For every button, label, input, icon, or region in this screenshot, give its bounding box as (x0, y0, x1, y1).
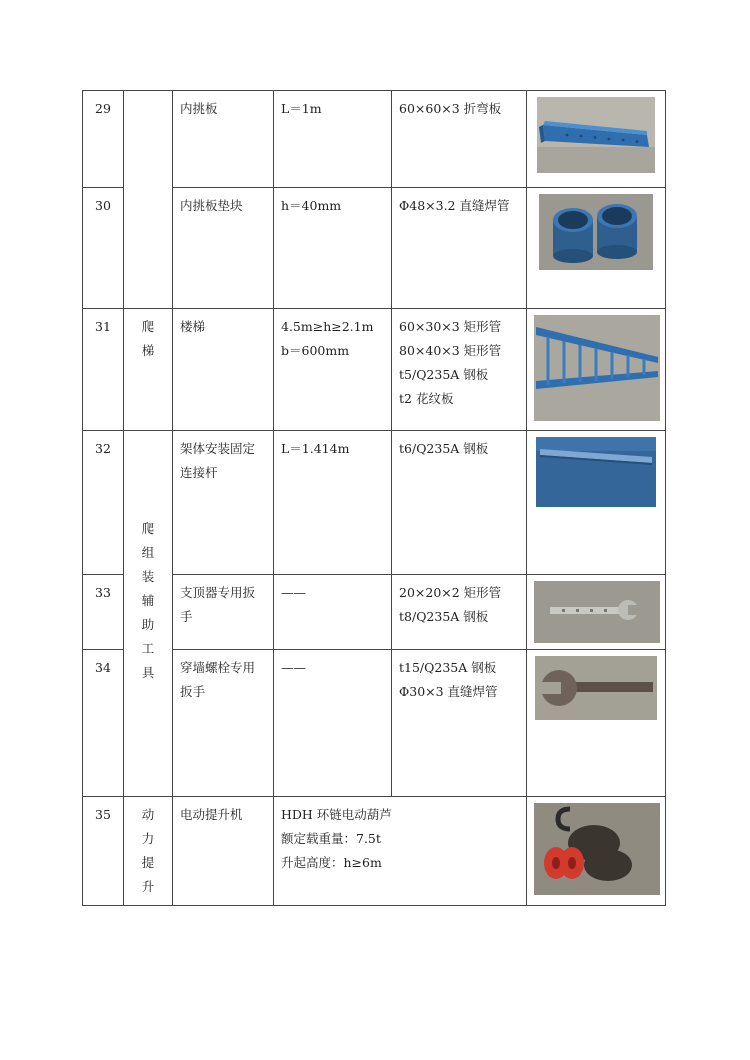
item-material: 60×30×3 矩形管 80×40×3 矩形管 t5/Q235A 钢板 t2 花纹板 (392, 309, 527, 431)
item-name: 架体安装固定连接杆 (173, 431, 274, 575)
bent-plate-bracket-photo (537, 97, 655, 173)
item-name: 电动提升机 (173, 797, 274, 906)
item-material: t6/Q235A 钢板 (392, 431, 527, 575)
table-row (83, 797, 666, 906)
item-photo-cell (527, 650, 666, 797)
item-photo-cell (527, 309, 666, 431)
item-material: 60×60×3 折弯板 (392, 91, 527, 188)
table-row (83, 91, 666, 188)
row-number: 29 (83, 91, 124, 188)
table-row (83, 309, 666, 431)
row-number: 30 (83, 188, 124, 309)
item-spec: —— (274, 575, 392, 650)
item-photo-cell (527, 91, 666, 188)
item-photo-cell (527, 431, 666, 575)
electric-chain-hoist-photo (534, 803, 660, 895)
steel-ladder-photo (534, 315, 660, 421)
equipment-spec-table (82, 90, 666, 906)
item-spec: h＝40mm (274, 188, 392, 309)
item-name: 内挑板 (173, 91, 274, 188)
category-power-lift: 动力提升 (124, 797, 173, 906)
item-spec: HDH 环链电动葫芦 额定载重量：7.5t 升起高度：h≥6m (274, 797, 527, 906)
item-material: 20×20×2 矩形管 t8/Q235A 钢板 (392, 575, 527, 650)
item-spec: 4.5m≥h≥2.1m b＝600mm (274, 309, 392, 431)
item-spec: —— (274, 650, 392, 797)
item-photo-cell (527, 797, 666, 906)
item-spec: L＝1.414m (274, 431, 392, 575)
connecting-rod-photo (536, 437, 656, 507)
pipe-spacers-photo (539, 194, 653, 270)
item-name: 内挑板垫块 (173, 188, 274, 309)
item-material: t15/Q235A 钢板 Φ30×3 直缝焊管 (392, 650, 527, 797)
item-name: 楼梯 (173, 309, 274, 431)
item-photo-cell (527, 188, 666, 309)
table-row (83, 431, 666, 575)
category-ladder: 爬梯 (124, 309, 173, 431)
item-name: 穿墙螺栓专用扳手 (173, 650, 274, 797)
row-number: 34 (83, 650, 124, 797)
row-number: 35 (83, 797, 124, 906)
category-assembly-tools: 爬组装辅助工具 (124, 431, 173, 797)
wall-bolt-wrench-photo (535, 656, 657, 720)
row-number: 31 (83, 309, 124, 431)
category-cell-empty (124, 91, 173, 309)
item-name: 支顶器专用扳手 (173, 575, 274, 650)
jack-wrench-photo (534, 581, 660, 643)
item-material: Φ48×3.2 直缝焊管 (392, 188, 527, 309)
row-number: 32 (83, 431, 124, 575)
item-photo-cell (527, 575, 666, 650)
row-number: 33 (83, 575, 124, 650)
item-spec: L＝1m (274, 91, 392, 188)
